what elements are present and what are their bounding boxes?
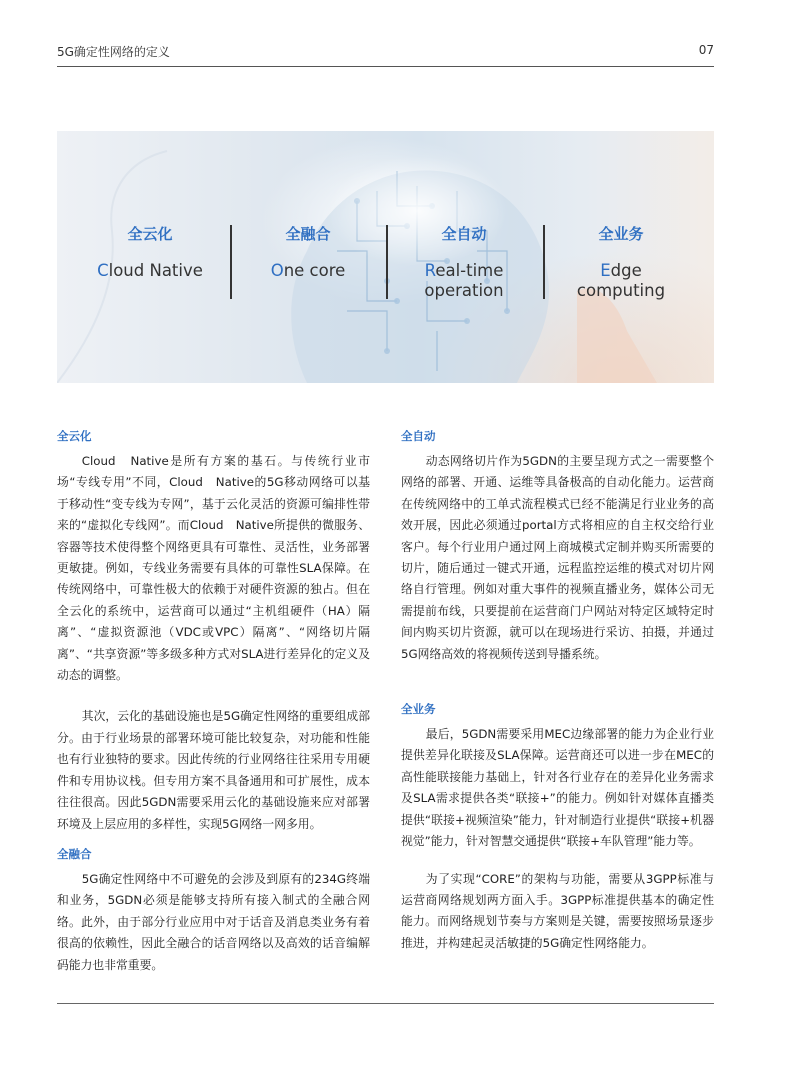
section-paragraph: Cloud Native是所有方案的基石。与传统行业市场“专线专用”不同，Cloud Native的5G移动网络可以基于移动性“变专线为专网”，基于云化灵活的资源可编排性带来的“虚拟化专线网”。而Cloud Native所提供的微服务、容器等技术使得整个网络更具有可靠性、灵活性，业务部署更敏捷。例如，专线业务需要有具体的可靠性SLA保障。在传统网络中，可靠性极大的依赖于对硬件资源的独占。但在全云化的系统中，运营商可以通过“主机组硬件（HA）隔离”、“虚拟资源池（VDC或VPC）隔离”、“网络切片隔离”、“共享资源”等多级多种方式对SLA进行差异化的定义及动态的调整。 <box>57 454 370 683</box>
right-column <box>401 428 714 954</box>
pillar-auto-title: 全自动 <box>441 225 487 243</box>
pillar-fusion <box>233 131 383 383</box>
page-number: 07 <box>698 43 714 57</box>
pillar-auto-subtitle: Real-time operation <box>424 261 504 300</box>
pillar-cloud <box>75 131 225 383</box>
section-title-business: 全业务 <box>401 702 436 717</box>
left-column <box>57 428 370 976</box>
pillar-divider <box>543 225 545 299</box>
pillar-fusion-subtitle: One core <box>270 261 346 280</box>
section-paragraph: 最后，5GDN需要采用MEC边缘部署的能力为企业行业提供差异化联接及SLA保障。运营商还可以进一步在MEC的高性能联接能力基础上，针对各行业存在的差异化业务需求及SLA需求提供各类“联接+”的能力。例如针对媒体直播类提供“联接+视频渲染”能力，针对制造行业提供“联接+机器视觉”能力，针对智慧交通提供“联接+车队管理”能力等。 <box>401 727 714 849</box>
pillar-business-title: 全业务 <box>598 225 644 243</box>
section-paragraph: 为了实现“CORE”的架构与功能，需要从3GPP标准与运营商网络规划两方面入手。3GPP标准提供基本的确定性能力。而网络规划节奏与方案则是关键，需要按照场景逐步推进，并构建起灵活敏捷的5G确定性网络能力。 <box>401 871 714 950</box>
section-paragraph: 5G确定性网络中不可避免的会涉及到原有的234G终端和业务，5GDN必须是能够支持所有接入制式的全融合网络。此外，由于部分行业应用中对于话音及消息类业务有着很高的依赖性，因此全融合的话音网络以及高效的话音编解码能力也非常重要。 <box>57 871 370 972</box>
pillar-cloud-title: 全云化 <box>127 225 173 243</box>
section-title-auto: 全自动 <box>401 429 436 443</box>
pillar-divider <box>230 225 232 299</box>
pillar-business <box>546 131 696 383</box>
section-paragraph: 动态网络切片作为5GDN的主要呈现方式之一需要整个网络的部署、开通、运维等具备极高的自动化能力。运营商在传统网络中的工单式流程模式已经不能满足行业业务的高效开展，因此必须通过portal方式将相应的自主权交给行业客户。每个行业用户通过网上商城模式定制并购买所需要的切片，随后通过一键式开通，远程监控运维的模式对切片网络自行管理。例如对重大事件的视频直播业务，媒体公司无需提前布线，只要提前在运营商门户网站对特定区域特定时间内购买切片资源，就可以在现场进行采访、拍摄，并通过5G网络高效的将视频传送到导播系统。 <box>401 454 714 661</box>
pillar-divider <box>386 225 388 299</box>
page-header-title: 5G确定性网络的定义 <box>57 45 170 59</box>
section-title-fusion: 全融合 <box>57 846 92 861</box>
pillar-business-subtitle: Edge computing <box>576 261 666 300</box>
pillar-auto <box>389 131 539 383</box>
pillar-fusion-title: 全融合 <box>285 225 331 243</box>
section-paragraph: 其次，云化的基础设施也是5G确定性网络的重要组成部分。由于行业场景的部署环境可能比较复杂，对功能和性能也有行业独特的要求。因此传统的行业网络往往采用专用硬件和专用协议栈。但专用方案不具备通用和可扩展性，成本往往很高。因此5GDN需要采用云化的基础设施来应对部署环境及上层应用的多样性，实现5G网络一网多用。 <box>57 709 370 831</box>
pillar-cloud-subtitle: Cloud Native <box>97 261 203 280</box>
hero-banner <box>57 131 714 383</box>
section-title-cloud: 全云化 <box>57 429 92 443</box>
header-rule <box>57 66 714 67</box>
footer-rule <box>57 1003 714 1004</box>
